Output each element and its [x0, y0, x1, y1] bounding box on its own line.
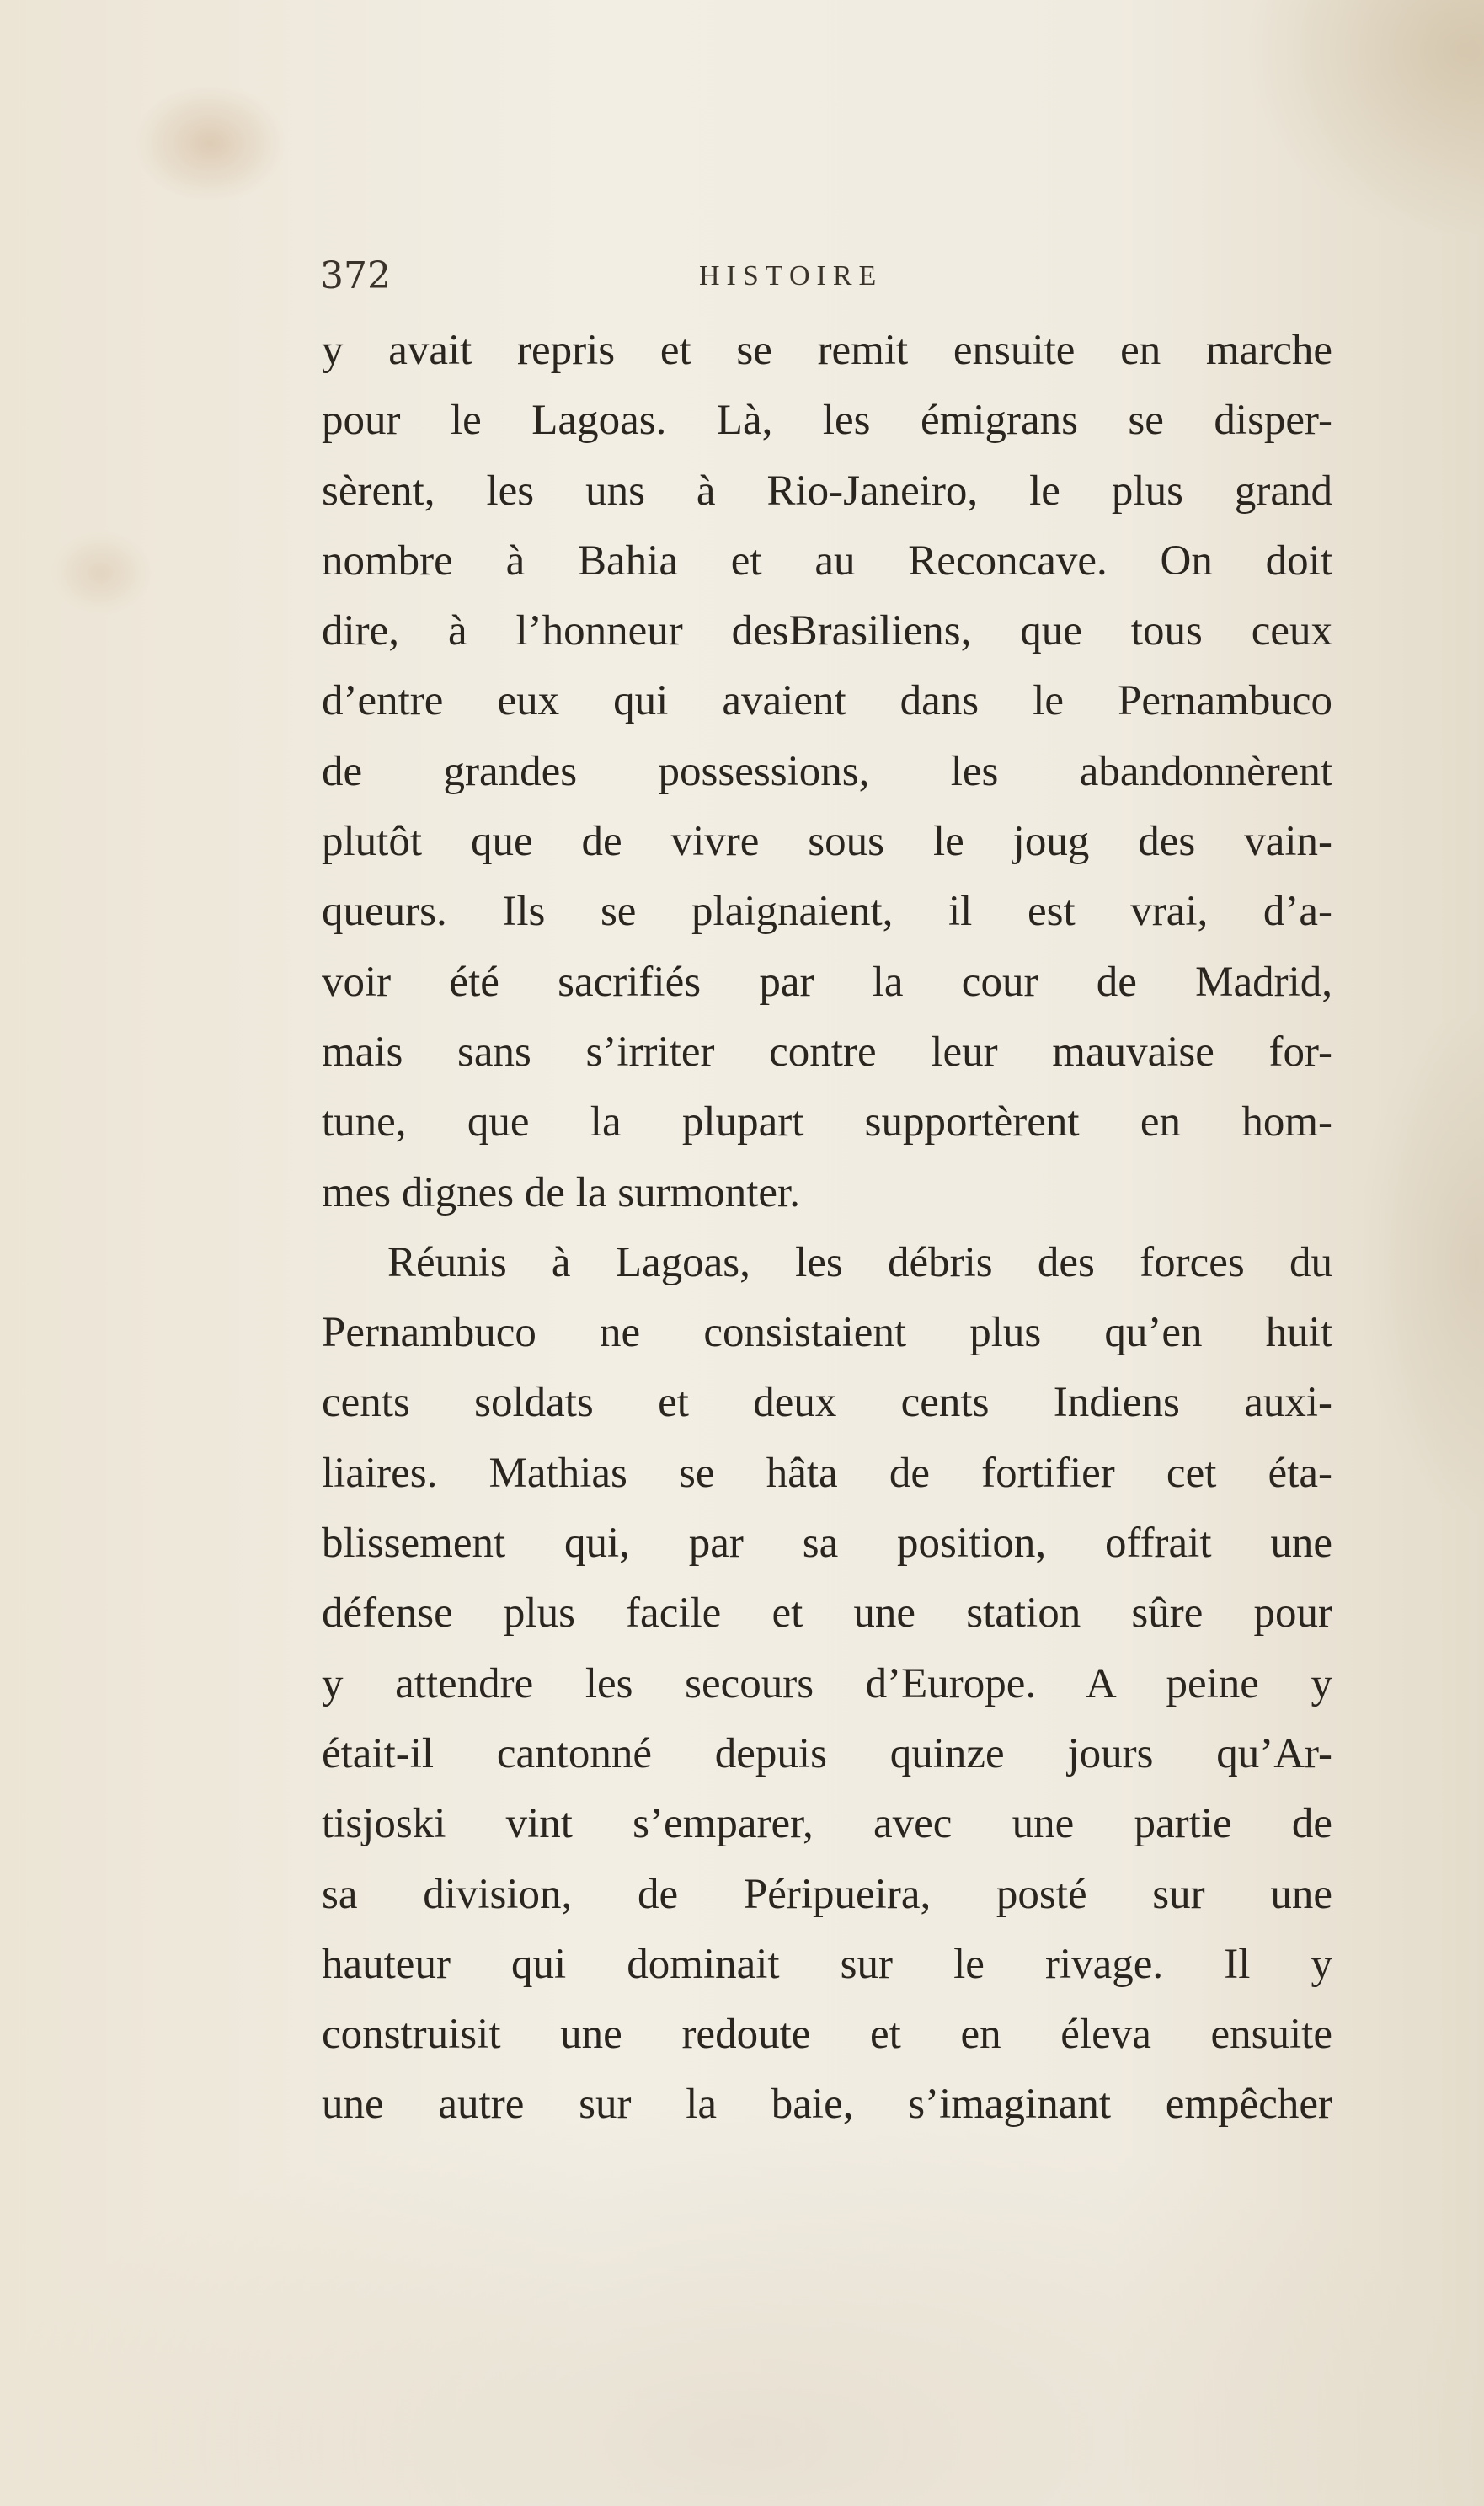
text-line: nombre à Bahia et au Reconcave. On doit: [322, 537, 1332, 585]
text-line: une autre sur la baie, s’imaginant empêcher: [322, 2081, 1332, 2129]
text-line: plutôt que de vivre sous le joug des vain-: [322, 818, 1332, 866]
text-line: sèrent, les uns à Rio-Janeiro, le plus grand: [322, 467, 1332, 515]
text-line: mes dignes de la surmonter.: [322, 1168, 800, 1216]
text-line: était-il cantonné depuis quinze jours qu’Ar-: [322, 1729, 1332, 1777]
text-line: tune, que la plupart supportèrent en hom-: [322, 1098, 1332, 1146]
text-line: sa division, de Péripueira, posté sur une: [322, 1870, 1332, 1918]
paragraph-1: [322, 316, 1332, 1228]
text-line: hauteur qui dominait sur le rivage. Il y: [322, 1940, 1332, 1988]
text-line: dire, à l’honneur desBrasiliens, que tous ceux: [322, 607, 1332, 655]
text-line: liaires. Mathias se hâta de fortifier cet éta-: [322, 1449, 1332, 1497]
text-line: mais sans s’irriter contre leur mauvaise for-: [322, 1028, 1332, 1076]
running-head: HISTOIRE: [699, 260, 883, 291]
text-line: y avait repris et se remit ensuite en marche: [322, 327, 1332, 374]
paragraph-2: [322, 1228, 1332, 2140]
text-line: cents soldats et deux cents Indiens auxi-: [322, 1379, 1332, 1427]
text-line: Réunis à Lagoas, les débris des forces du: [387, 1238, 1332, 1286]
text-line: Pernambuco ne consistaient plus qu’en huit: [322, 1309, 1332, 1357]
text-line: de grandes possessions, les abandonnèrent: [322, 747, 1332, 795]
body-text: [322, 316, 1332, 2140]
page-number: 372: [320, 254, 391, 297]
text-line: défense plus facile et une station sûre pour: [322, 1590, 1332, 1638]
text-line: voir été sacrifiés par la cour de Madrid,: [322, 958, 1332, 1006]
text-line: blissement qui, par sa position, offrait une: [322, 1520, 1332, 1568]
text-line: tisjoski vint s’emparer, avec une partie de: [322, 1800, 1332, 1848]
text-line: queurs. Ils se plaignaient, il est vrai, d’a-: [322, 888, 1332, 936]
text-line: y attendre les secours d’Europe. A peine y: [322, 1659, 1332, 1707]
page-header: [0, 251, 1484, 302]
text-line: construisit une redoute et en éleva ensuite: [322, 2011, 1332, 2059]
text-line: d’entre eux qui avaient dans le Pernambuco: [322, 677, 1332, 725]
text-line: pour le Lagoas. Là, les émigrans se disper-: [322, 397, 1332, 445]
